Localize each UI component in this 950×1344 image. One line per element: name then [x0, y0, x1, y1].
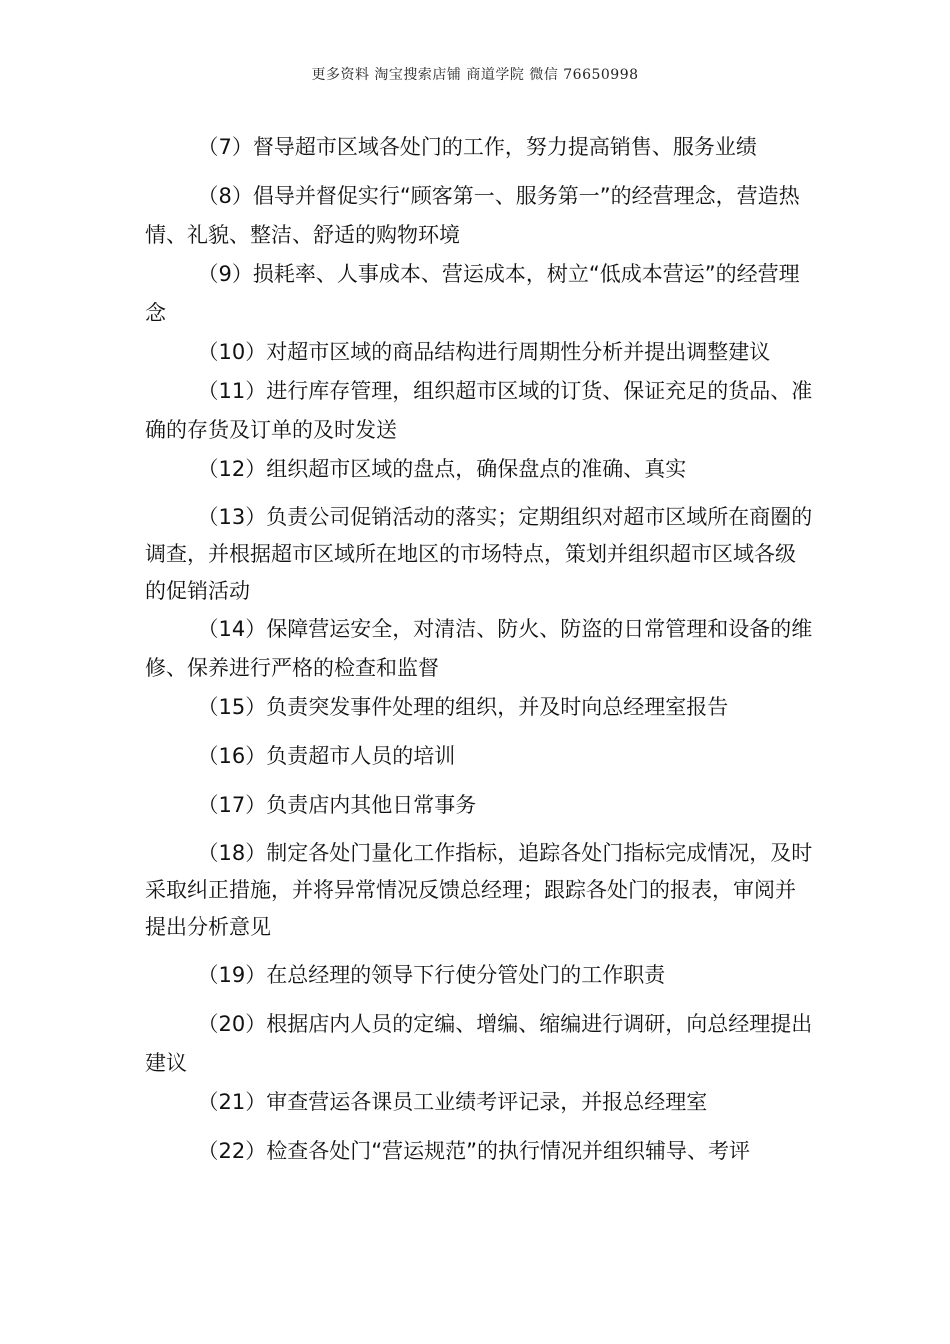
list-item — [145, 450, 815, 489]
item-text: 组织超市区域的盘点，确保盘点的准确、真实 — [266, 457, 687, 481]
list-item — [145, 177, 815, 255]
item-number: （11） — [197, 379, 267, 403]
item-number: （15） — [197, 695, 267, 719]
item-text: 负责店内其他日常事务 — [266, 793, 477, 817]
list-item — [145, 688, 815, 727]
list-item — [145, 255, 815, 333]
list-item — [145, 1132, 815, 1171]
item-number: （18） — [197, 841, 267, 865]
item-number: （17） — [197, 793, 267, 817]
item-text: 对超市区域的商品结构进行周期性分析并提出调整建议 — [266, 340, 771, 364]
item-text: 根据店内人员的定编、增编、缩编进行调研，向总经理提出建议 — [145, 1012, 813, 1075]
item-number: （19） — [197, 963, 267, 987]
list-item — [145, 737, 815, 776]
item-number: （16） — [197, 744, 267, 768]
list-item — [145, 372, 815, 450]
page-header: 更多资料 淘宝搜索店铺 商道学院 微信 76650998 — [311, 67, 639, 83]
item-number: （9） — [197, 262, 253, 286]
item-number: （13） — [197, 505, 267, 529]
item-text: 负责超市人员的培训 — [266, 744, 456, 768]
item-text: 制定各处门量化工作指标，追踪各处门指标完成情况，及时采取纠正措施，并将异常情况反馈总经理；跟踪各处门的报表，审阅并提出分析意见 — [145, 841, 813, 939]
duty-list — [145, 128, 815, 1171]
item-text: 进行库存管理，组织超市区域的订货、保证充足的货品、准确的存货及订单的及时发送 — [145, 379, 813, 442]
item-number: （14） — [197, 617, 267, 641]
item-text: 督导超市区域各处门的工作，努力提高销售、服务业绩 — [252, 135, 757, 159]
list-item — [145, 128, 815, 167]
item-text: 审查营运各课员工业绩考评记录，并报总经理室 — [266, 1090, 708, 1114]
item-number: （12） — [197, 457, 267, 481]
item-number: （20） — [197, 1012, 267, 1036]
item-number: （8） — [197, 184, 253, 208]
item-number: （10） — [197, 340, 267, 364]
list-item — [145, 499, 815, 610]
list-item — [145, 835, 815, 946]
list-item — [145, 1005, 815, 1083]
item-text: 倡导并督促实行“顾客第一、服务第一”的经营理念，营造热情、礼貌、整洁、舒适的购物环境 — [145, 184, 800, 247]
item-text: 保障营运安全，对清洁、防火、防盗的日常管理和设备的维修、保养进行严格的检查和监督 — [145, 617, 813, 680]
item-text: 损耗率、人事成本、营运成本，树立“低成本营运”的经营理念 — [145, 262, 800, 325]
item-number: （21） — [197, 1090, 267, 1114]
list-item — [145, 333, 815, 372]
item-number: （22） — [197, 1139, 267, 1163]
list-item — [145, 956, 815, 995]
item-text: 在总经理的领导下行使分管处门的工作职责 — [266, 963, 666, 987]
list-item — [145, 786, 815, 825]
list-item — [145, 1083, 815, 1122]
item-text: 负责突发事件处理的组织，并及时向总经理室报告 — [266, 695, 729, 719]
list-item — [145, 610, 815, 688]
item-number: （7） — [197, 135, 253, 159]
item-text: 负责公司促销活动的落实；定期组织对超市区域所在商圈的调查，并根据超市区域所在地区的市场特点，策划并组织超市区域各级的促销活动 — [145, 505, 813, 603]
item-text: 检查各处门“营运规范”的执行情况并组织辅导、考评 — [266, 1139, 750, 1163]
